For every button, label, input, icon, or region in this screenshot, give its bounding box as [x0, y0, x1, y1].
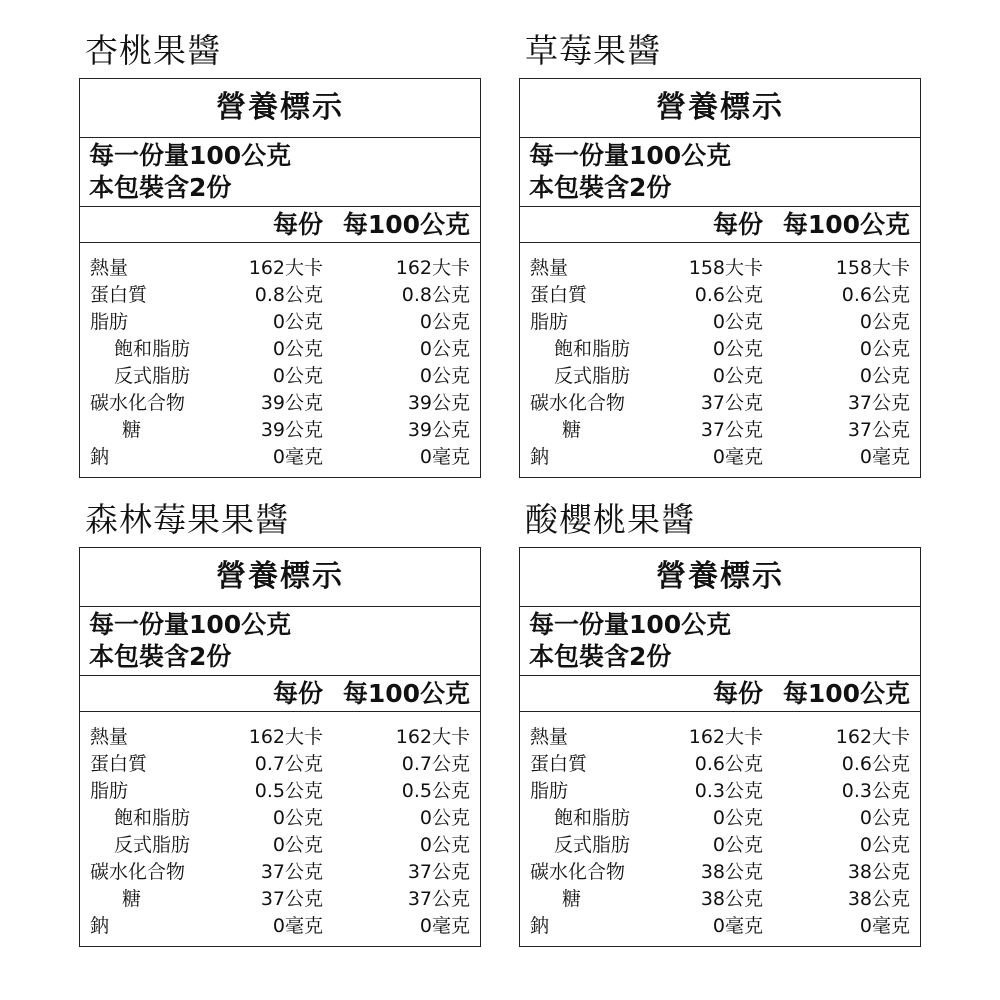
value-per-serving: 0公克 [272, 311, 323, 333]
value-per-100g: 0公克 [419, 365, 470, 387]
nutrient-name: 飽和脂肪 [114, 338, 191, 360]
table-row [520, 417, 920, 444]
value-per-100g: 162大卡 [835, 726, 910, 748]
col-per-serving: 每份 [272, 210, 323, 239]
nutrient-name: 脂肪 [530, 311, 569, 333]
value-per-100g: 0.6公克 [841, 284, 910, 306]
table-row [520, 751, 920, 778]
value-per-100g: 0毫克 [419, 446, 470, 468]
value-per-serving: 158大卡 [688, 257, 763, 279]
col-per-100g: 每100公克 [782, 679, 910, 708]
label-title: 營養標示 [520, 79, 920, 138]
nutrient-name: 脂肪 [90, 311, 129, 333]
table-row [520, 859, 920, 886]
product-block [519, 497, 921, 947]
value-per-serving: 0.6公克 [694, 284, 763, 306]
nutrient-rows [520, 243, 920, 471]
table-row [80, 309, 480, 336]
product-name: 杏桃果醬 [85, 31, 221, 70]
value-per-serving: 162大卡 [248, 726, 323, 748]
table-row [520, 832, 920, 859]
column-header [80, 676, 480, 712]
table-row [80, 724, 480, 751]
nutrient-rows [80, 712, 480, 940]
value-per-100g: 37公克 [847, 419, 910, 441]
nutrient-name: 碳水化合物 [530, 392, 626, 414]
serving-size: 每一份量100公克 [529, 141, 732, 170]
nutrient-name: 糖 [122, 888, 142, 910]
value-per-serving: 0毫克 [712, 446, 763, 468]
value-per-serving: 0公克 [272, 365, 323, 387]
nutrient-name: 熱量 [530, 726, 569, 748]
serving-info [520, 607, 920, 676]
column-header [80, 207, 480, 243]
product-name: 酸櫻桃果醬 [525, 500, 695, 539]
col-per-100g: 每100公克 [342, 210, 470, 239]
col-per-serving: 每份 [712, 679, 763, 708]
value-per-serving: 0.6公克 [694, 753, 763, 775]
table-row [520, 805, 920, 832]
value-per-serving: 0公克 [272, 807, 323, 829]
nutrition-label [79, 78, 481, 478]
value-per-serving: 0.3公克 [694, 780, 763, 802]
label-title: 營養標示 [80, 79, 480, 138]
table-row [520, 390, 920, 417]
value-per-100g: 0.3公克 [841, 780, 910, 802]
nutrition-label [79, 547, 481, 947]
value-per-100g: 0.8公克 [401, 284, 470, 306]
value-per-100g: 0.5公克 [401, 780, 470, 802]
value-per-serving: 0.5公克 [254, 780, 323, 802]
table-row [80, 913, 480, 940]
value-per-100g: 37公克 [847, 392, 910, 414]
nutrient-name: 糖 [122, 419, 142, 441]
value-per-serving: 0公克 [272, 338, 323, 360]
table-row [80, 417, 480, 444]
table-row [80, 805, 480, 832]
nutrient-name: 碳水化合物 [90, 392, 186, 414]
value-per-100g: 0公克 [419, 311, 470, 333]
table-row [520, 886, 920, 913]
nutrient-name: 糖 [562, 888, 582, 910]
table-row [520, 363, 920, 390]
product-block [79, 28, 481, 478]
table-row [520, 282, 920, 309]
value-per-serving: 37公克 [700, 392, 763, 414]
table-row [80, 282, 480, 309]
value-per-100g: 0毫克 [859, 915, 910, 937]
nutrient-name: 脂肪 [90, 780, 129, 802]
servings-per-pack: 本包裝含2份 [529, 642, 672, 671]
servings-per-pack: 本包裝含2份 [89, 173, 232, 202]
serving-size: 每一份量100公克 [89, 141, 292, 170]
table-row [520, 255, 920, 282]
value-per-100g: 162大卡 [395, 726, 470, 748]
value-per-100g: 0公克 [859, 338, 910, 360]
nutrient-name: 飽和脂肪 [554, 807, 631, 829]
value-per-serving: 37公克 [260, 861, 323, 883]
value-per-100g: 0公克 [859, 834, 910, 856]
nutrient-name: 蛋白質 [530, 753, 588, 775]
value-per-100g: 39公克 [407, 392, 470, 414]
value-per-serving: 162大卡 [688, 726, 763, 748]
value-per-100g: 0公克 [859, 365, 910, 387]
value-per-100g: 0公克 [419, 834, 470, 856]
nutrition-label [519, 547, 921, 947]
nutrient-name: 糖 [562, 419, 582, 441]
value-per-serving: 38公克 [700, 888, 763, 910]
value-per-serving: 37公克 [260, 888, 323, 910]
nutrient-name: 蛋白質 [90, 284, 148, 306]
value-per-100g: 162大卡 [395, 257, 470, 279]
table-row [80, 859, 480, 886]
table-row [80, 390, 480, 417]
table-row [80, 886, 480, 913]
nutrient-name: 鈉 [530, 915, 550, 937]
column-header [520, 676, 920, 712]
value-per-serving: 39公克 [260, 392, 323, 414]
nutrient-rows [80, 243, 480, 471]
value-per-100g: 38公克 [847, 861, 910, 883]
product-name: 草莓果醬 [525, 31, 661, 70]
table-row [80, 444, 480, 471]
col-per-serving: 每份 [712, 210, 763, 239]
table-row [520, 778, 920, 805]
nutrient-name: 碳水化合物 [530, 861, 626, 883]
value-per-serving: 0毫克 [272, 446, 323, 468]
nutrient-name: 反式脂肪 [554, 365, 631, 387]
value-per-serving: 0毫克 [712, 915, 763, 937]
column-header [520, 207, 920, 243]
value-per-serving: 0公克 [712, 834, 763, 856]
nutrient-name: 蛋白質 [530, 284, 588, 306]
serving-info [80, 138, 480, 207]
label-title: 營養標示 [520, 548, 920, 607]
nutrient-rows [520, 712, 920, 940]
nutrient-name: 脂肪 [530, 780, 569, 802]
product-block [519, 28, 921, 478]
table-row [520, 913, 920, 940]
value-per-100g: 0公克 [859, 311, 910, 333]
value-per-serving: 38公克 [700, 861, 763, 883]
value-per-serving: 0.7公克 [254, 753, 323, 775]
col-per-serving: 每份 [272, 679, 323, 708]
table-row [80, 778, 480, 805]
table-row [80, 363, 480, 390]
table-row [520, 724, 920, 751]
nutrient-name: 鈉 [90, 915, 110, 937]
serving-info [520, 138, 920, 207]
value-per-100g: 0公克 [859, 807, 910, 829]
value-per-100g: 0公克 [419, 338, 470, 360]
nutrient-name: 飽和脂肪 [114, 807, 191, 829]
value-per-100g: 0毫克 [859, 446, 910, 468]
value-per-serving: 0公克 [272, 834, 323, 856]
value-per-serving: 0.8公克 [254, 284, 323, 306]
product-name: 森林莓果果醬 [85, 500, 289, 539]
nutrient-name: 反式脂肪 [114, 834, 191, 856]
value-per-serving: 0公克 [712, 365, 763, 387]
table-row [80, 751, 480, 778]
label-title: 營養標示 [80, 548, 480, 607]
value-per-100g: 158大卡 [835, 257, 910, 279]
nutrient-name: 熱量 [90, 726, 129, 748]
value-per-100g: 39公克 [407, 419, 470, 441]
value-per-serving: 0毫克 [272, 915, 323, 937]
table-row [80, 832, 480, 859]
value-per-serving: 0公克 [712, 311, 763, 333]
col-per-100g: 每100公克 [782, 210, 910, 239]
value-per-100g: 37公克 [407, 888, 470, 910]
value-per-serving: 37公克 [700, 419, 763, 441]
product-block [79, 497, 481, 947]
nutrition-label [519, 78, 921, 478]
table-row [520, 309, 920, 336]
value-per-100g: 37公克 [407, 861, 470, 883]
nutrient-name: 鈉 [530, 446, 550, 468]
nutrient-name: 熱量 [90, 257, 129, 279]
value-per-100g: 38公克 [847, 888, 910, 910]
nutrient-name: 熱量 [530, 257, 569, 279]
value-per-serving: 0公克 [712, 338, 763, 360]
value-per-100g: 0.7公克 [401, 753, 470, 775]
serving-info [80, 607, 480, 676]
servings-per-pack: 本包裝含2份 [529, 173, 672, 202]
nutrient-name: 反式脂肪 [554, 834, 631, 856]
value-per-serving: 162大卡 [248, 257, 323, 279]
nutrient-name: 飽和脂肪 [554, 338, 631, 360]
nutrient-name: 鈉 [90, 446, 110, 468]
nutrient-name: 蛋白質 [90, 753, 148, 775]
value-per-100g: 0.6公克 [841, 753, 910, 775]
value-per-100g: 0公克 [419, 807, 470, 829]
table-row [520, 336, 920, 363]
value-per-serving: 0公克 [712, 807, 763, 829]
table-row [520, 444, 920, 471]
col-per-100g: 每100公克 [342, 679, 470, 708]
servings-per-pack: 本包裝含2份 [89, 642, 232, 671]
value-per-serving: 39公克 [260, 419, 323, 441]
serving-size: 每一份量100公克 [89, 610, 292, 639]
value-per-100g: 0毫克 [419, 915, 470, 937]
serving-size: 每一份量100公克 [529, 610, 732, 639]
table-row [80, 336, 480, 363]
nutrient-name: 反式脂肪 [114, 365, 191, 387]
table-row [80, 255, 480, 282]
nutrient-name: 碳水化合物 [90, 861, 186, 883]
